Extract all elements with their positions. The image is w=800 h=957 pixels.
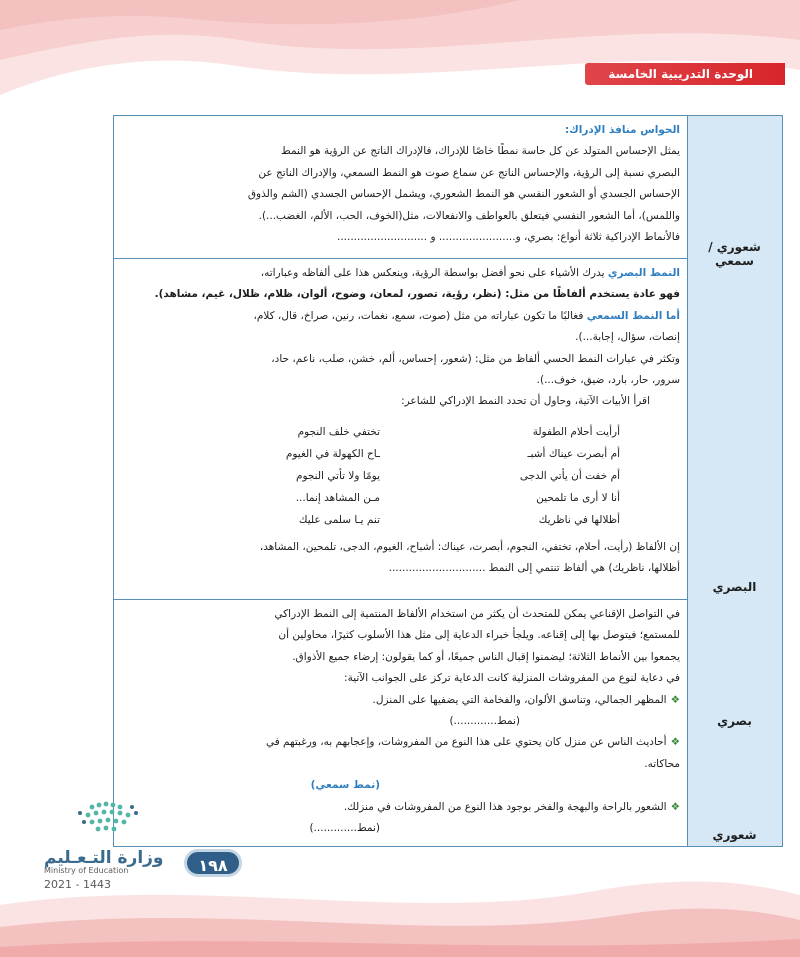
paragraph-line: يمثل الإحساس المتولد عن كل حاسة نمطًا خاصًا للإدراك، فالإدراك الناتج عن الرؤية هو النمط (281, 145, 680, 158)
verse-part: ـاح الكهولة في الغيوم (285, 447, 380, 460)
side-label-emotional-aural: شعوري / سمعي (708, 240, 761, 268)
poem-verses (120, 421, 680, 533)
paragraph-line: يجمعوا بين الأنماط الثلاثة؛ ليضمنوا إقبال الناس جميعًا، أو كما يقولون: إرضاء جميع الأذواق. (292, 650, 680, 663)
bullet-text: أحاديث الناس عن منزل كان يحتوي على هذا النوع من المفروشات، وإعجابهم به، ورغبتهم في (265, 736, 667, 749)
top-wave-decoration (0, 0, 800, 110)
paragraph-line: الإحساس الجسدي أو الشعور النفسي هو النمط الشعوري، ويشمل الإحساس الجسدي (الشم والذوق (247, 188, 680, 201)
term-visual: النمط البصري (607, 267, 680, 279)
diamond-bullet-icon: ❖ (670, 800, 680, 813)
section-persuasion (114, 600, 688, 848)
ministry-name-english: Ministry of Education (44, 866, 129, 875)
edition-year: 2021 - 1443 (44, 878, 111, 891)
side-label-visual: بصري (717, 714, 752, 728)
page-number: ١٩٨ (184, 849, 242, 877)
bullet-text: المظهر الجمالي، وتناسق الألوان، والفخامة التي يضفيها على المنزل. (372, 693, 667, 706)
paragraph-line: للمستمع؛ فيتوصل بها إلى إقناعه. ويلجأ خبراء الدعاية إلى مثل هذا الأسلوب كثيرًا، محاولين أن (278, 629, 680, 642)
verse-part: أرأيت أحلام الطفولة (532, 425, 620, 438)
verse-part: أم أبصرت عيناك أشبـ (527, 447, 620, 460)
filled-answer: (نمط سمعي) (310, 779, 380, 792)
fill-in-blank[interactable]: (نمط.............) (309, 822, 380, 835)
diamond-bullet-icon: ❖ (670, 736, 680, 749)
verse-part: أم خفت أن يأتي الدجى (519, 469, 620, 482)
fill-in-blank-line[interactable]: أظلالها، ناظريك) هي ألفاظ تنتمي إلى النمط ............................. (388, 562, 680, 575)
paragraph-line: فهو عادة يستخدم ألفاظًا من مثل: (نظر، رؤية، تصور، لمعان، وضوح، ألوان، ظلام، ظلال، غيم، مشاهد). (154, 288, 680, 301)
paragraph-line: إنصات، سؤال، إجابة...). (575, 331, 680, 344)
paragraph-line: محاكاته. (644, 757, 680, 770)
main-content (114, 116, 688, 846)
bullet-text: الشعور بالراحة والبهجة والفخر بوجود هذا النوع من المفروشات في منزلك. (343, 800, 667, 813)
verse-part: مـن المشاهد إنما... (295, 491, 380, 504)
answer-column (687, 116, 782, 846)
verse-part: تنم يـا سلمى عليك (298, 513, 380, 526)
verse-part: أنا لا أرى ما تلمحين (536, 491, 620, 504)
ministry-name-arabic: وزارة التـعـليم (44, 848, 164, 868)
verse-part: أظلالها في ناظريك (538, 513, 620, 526)
paragraph-line: في التواصل الإقناعي يمكن للمتحدث أن يكثر من استخدام الألفاظ المنتمية إلى النمط الإدراكي (274, 608, 680, 620)
section-heading: الحواس منافذ الإدراك: (564, 124, 680, 136)
paragraph-line: فغالبًا ما تكون عباراته من مثل (صوت، سمع، نغمات، رنين، صراخ، قال، كلام، (253, 309, 587, 322)
poem-first-hemistichs (410, 421, 620, 531)
fill-in-blank[interactable]: (نمط.............) (449, 715, 520, 728)
section-senses (114, 116, 688, 259)
side-label-emotional: شعوري (712, 828, 757, 842)
paragraph-line: إن الألفاظ (رأيت، أحلام، تختفي، النجوم، أبصرت، عيناك: أشباح، الغيوم، الدجى، تلمحين، المشاهد، (259, 540, 680, 553)
fill-in-blank-line[interactable]: فالأنماط الإدراكية ثلاثة أنواع: بصري، و....................... و ........................... (336, 231, 680, 244)
paragraph-line: البصري نسبة إلى الرؤية، والإحساس الناتج عن سماع صوت هو النمط السمعي، والإدراك الناتج عن (258, 166, 680, 179)
worksheet-table (113, 115, 783, 847)
side-label-the-visual: البصري (712, 580, 757, 594)
paragraph-line: سرور، حار، بارد، ضيق، خوف...). (536, 374, 680, 387)
term-aural: أما النمط السمعي (586, 309, 680, 322)
verse-part: يومًا ولا تأتي النجوم (295, 469, 380, 482)
paragraph-line: واللمس)، أما الشعور النفسي فيتعلق بالعواطف والانفعالات، مثل(الخوف، الحب، الألم، الغضب...). (258, 209, 680, 222)
poem-second-hemistichs (170, 421, 380, 531)
unit-title-banner: الوحدة التدريبية الخامسة (585, 63, 785, 85)
paragraph-line: يدرك الأشياء على نحو أفضل بواسطة الرؤية، وينعكس هذا على ألفاظه وعباراته، (260, 267, 608, 279)
ministry-logo-icon (40, 795, 160, 890)
instruction-line: اقرأ الأبيات الآتية، وحاول أن تحدد النمط الإدراكي للشاعر: (401, 395, 650, 408)
section-patterns (114, 259, 688, 600)
paragraph-line: وتكثر في عبارات النمط الحسي ألفاظ من مثل: (شعور، إحساس، ألم، خشن، صلب، ناعم، حاد، (271, 352, 680, 365)
diamond-bullet-icon: ❖ (670, 693, 680, 706)
verse-part: تختفي خلف النجوم (297, 425, 380, 438)
paragraph-line: في دعاية لنوع من المفروشات المنزلية كانت الدعاية تركز على الجوانب الآتية: (344, 672, 680, 685)
